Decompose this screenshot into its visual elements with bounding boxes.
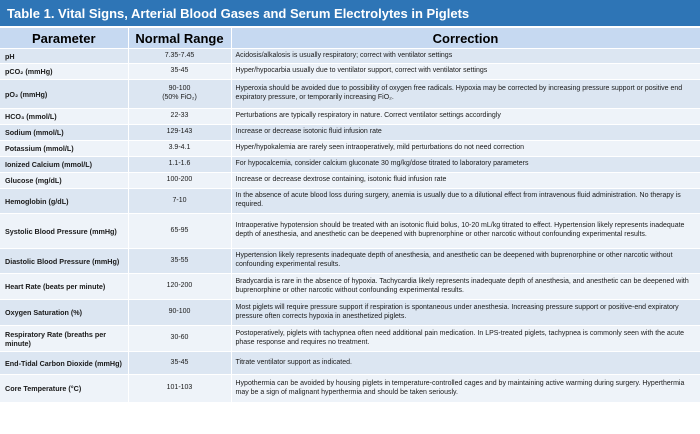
parameter-cell: Ionized Calcium (mmol/L)	[0, 157, 128, 173]
header-correction: Correction	[231, 28, 700, 49]
vital-signs-table	[0, 28, 700, 403]
parameter-cell: pCO₂ (mmHg)	[0, 64, 128, 80]
normal-range-cell: 3.9-4.1	[128, 141, 231, 157]
table-row	[0, 125, 700, 141]
table-row	[0, 157, 700, 173]
parameter-cell: pH	[0, 49, 128, 64]
correction-cell: In the absence of acute blood loss during surgery, anemia is usually due to a dilutional effect from intravenous fluid administration. No therapy is required.	[231, 189, 700, 214]
normal-range-cell: 35-45	[128, 64, 231, 80]
correction-cell: Hypothermia can be avoided by housing piglets in temperature-controlled cages and by maintaining active warming during surgery. Hyperthermia may be a sign of malignant hyperthermia and should be taken seriously.	[231, 375, 700, 403]
table-row	[0, 189, 700, 214]
normal-range-cell: 7.35-7.45	[128, 49, 231, 64]
correction-cell: Intraoperative hypotension should be treated with an isotonic fluid bolus, 10-20 mL/kg titrated to effect. Hypertension likely represents inadequate depth of anesthesia, and anesthetic can be deepened with buprenorphine or other narcotic without confounding experimental results.	[231, 214, 700, 249]
parameter-cell: Respiratory Rate (breaths per minute)	[0, 326, 128, 352]
parameter-cell: Glucose (mg/dL)	[0, 173, 128, 189]
normal-range-cell: 129-143	[128, 125, 231, 141]
correction-cell: Hyperoxia should be avoided due to possibility of oxygen free radicals. Hypoxia may be corrected by increasing pressure support or positive end expiratory pressure, or temporarily increasing FiO₂.	[231, 80, 700, 109]
correction-cell: Hyper/hypokalemia are rarely seen intraoperatively, mild perturbations do not need correction	[231, 141, 700, 157]
table-row	[0, 214, 700, 249]
normal-range-cell: 90-100 (50% FiO₂)	[128, 80, 231, 109]
parameter-cell: Systolic Blood Pressure (mmHg)	[0, 214, 128, 249]
table-row	[0, 173, 700, 189]
header-parameter: Parameter	[0, 28, 128, 49]
table-header-row	[0, 28, 700, 49]
normal-range-cell: 30-60	[128, 326, 231, 352]
correction-cell: Postoperatively, piglets with tachypnea often need additional pain medication. In LPS-treated piglets, tachypnea is commonly seen with the acute phase response and requires no treatment.	[231, 326, 700, 352]
correction-cell: Increase or decrease isotonic fluid infusion rate	[231, 125, 700, 141]
table-row	[0, 64, 700, 80]
normal-range-cell: 65-95	[128, 214, 231, 249]
table-row	[0, 274, 700, 300]
table-row	[0, 109, 700, 125]
parameter-cell: HCO₃ (mmol/L)	[0, 109, 128, 125]
normal-range-cell: 100-200	[128, 173, 231, 189]
parameter-cell: Oxygen Saturation (%)	[0, 300, 128, 326]
header-normal-range: Normal Range	[128, 28, 231, 49]
normal-range-cell: 1.1-1.6	[128, 157, 231, 173]
parameter-cell: Hemoglobin (g/dL)	[0, 189, 128, 214]
parameter-cell: Core Temperature (°C)	[0, 375, 128, 403]
normal-range-cell: 22-33	[128, 109, 231, 125]
normal-range-cell: 35-45	[128, 352, 231, 375]
normal-range-cell: 120-200	[128, 274, 231, 300]
parameter-cell: Potassium (mmol/L)	[0, 141, 128, 157]
parameter-cell: Sodium (mmol/L)	[0, 125, 128, 141]
parameter-cell: pO₂ (mmHg)	[0, 80, 128, 109]
table-row	[0, 141, 700, 157]
table-row	[0, 326, 700, 352]
table-row	[0, 352, 700, 375]
normal-range-cell: 90-100	[128, 300, 231, 326]
parameter-cell: Heart Rate (beats per minute)	[0, 274, 128, 300]
correction-cell: For hypocalcemia, consider calcium gluconate 30 mg/kg/dose titrated to laboratory parameters	[231, 157, 700, 173]
correction-cell: Most piglets will require pressure support if respiration is spontaneous under anesthesia. Increasing pressure support or positive-end expiratory pressure often corrects hypoxia in anesthetized piglets.	[231, 300, 700, 326]
table-row	[0, 49, 700, 64]
parameter-cell: Diastolic Blood Pressure (mmHg)	[0, 249, 128, 274]
correction-cell: Perturbations are typically respiratory in nature. Correct ventilator settings accordingly	[231, 109, 700, 125]
correction-cell: Titrate ventilator support as indicated.	[231, 352, 700, 375]
table-row	[0, 80, 700, 109]
table-title: Table 1. Vital Signs, Arterial Blood Gases and Serum Electrolytes in Piglets	[0, 0, 700, 28]
table-row	[0, 300, 700, 326]
correction-cell: Increase or decrease dextrose containing, isotonic fluid infusion rate	[231, 173, 700, 189]
correction-cell: Acidosis/alkalosis is usually respiratory; correct with ventilator settings	[231, 49, 700, 64]
normal-range-cell: 101-103	[128, 375, 231, 403]
table-row	[0, 375, 700, 403]
table-row	[0, 249, 700, 274]
normal-range-cell: 7-10	[128, 189, 231, 214]
correction-cell: Hyper/hypocarbia usually due to ventilator support, correct with ventilator settings	[231, 64, 700, 80]
parameter-cell: End-Tidal Carbon Dioxide (mmHg)	[0, 352, 128, 375]
normal-range-cell: 35-55	[128, 249, 231, 274]
correction-cell: Hypertension likely represents inadequate depth of anesthesia, and anesthetic can be deepened with buprenorphine or other narcotic without confounding experimental results.	[231, 249, 700, 274]
correction-cell: Bradycardia is rare in the absence of hypoxia. Tachycardia likely represents inadequate depth of anesthesia, and anesthetic can be deepened with buprenorphine or other narcotic without confounding experimental results.	[231, 274, 700, 300]
